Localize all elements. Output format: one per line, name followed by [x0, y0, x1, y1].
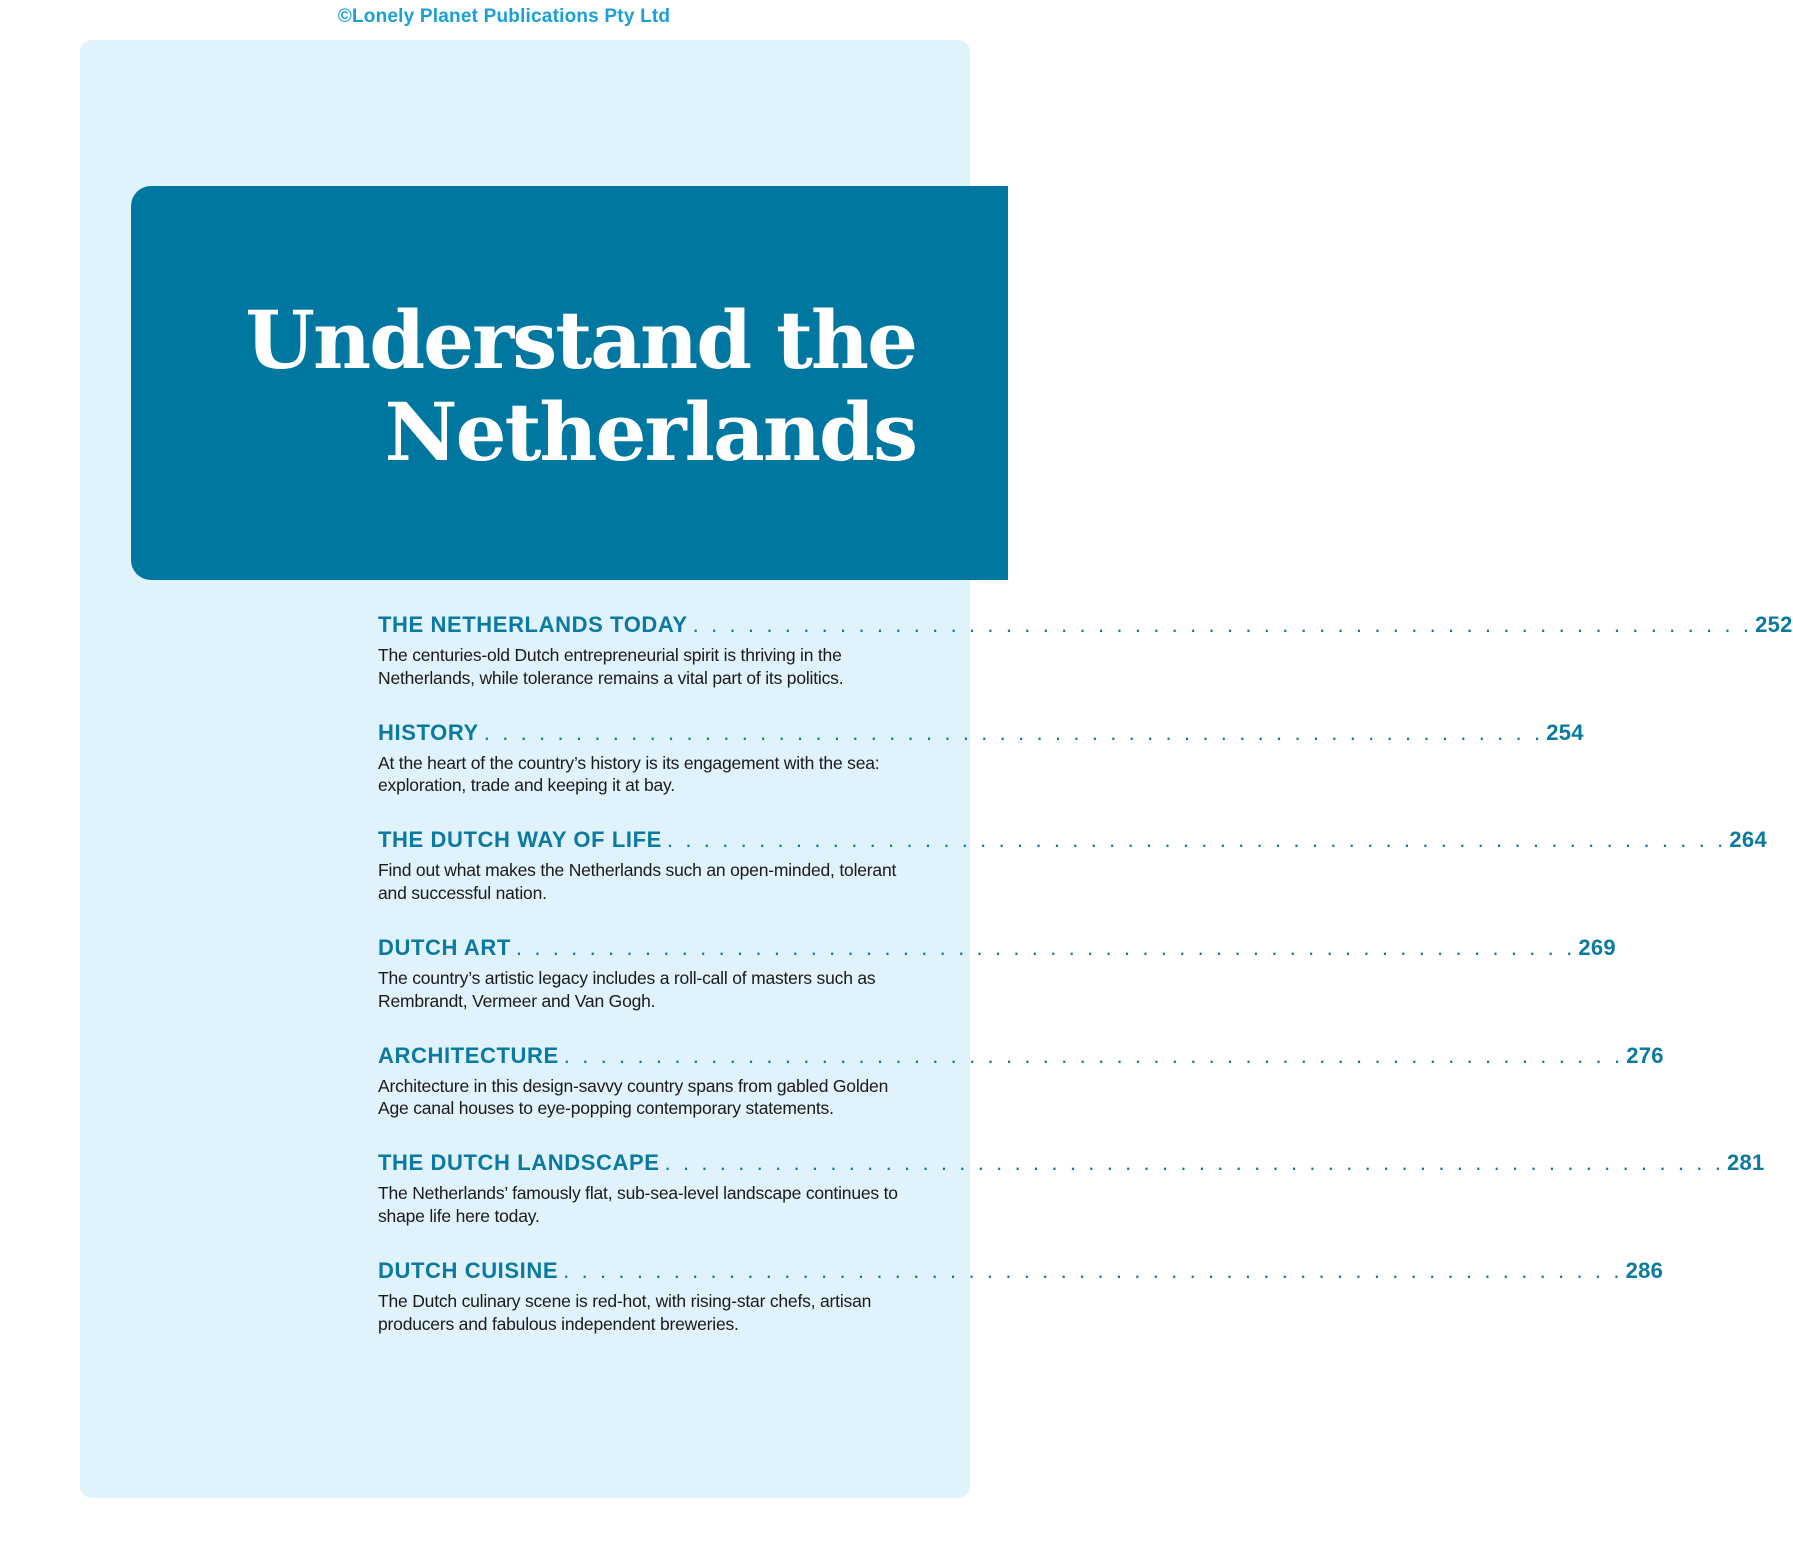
page-title [245, 294, 916, 478]
page-title-line-2: Netherlands [384, 385, 916, 479]
toc-entry-description: The Dutch culinary scene is red-hot, with rising-star chefs, artisan producers and fabulous independent breweries. [378, 1291, 872, 1334]
toc-entry-title: THE NETHERLANDS TODAY [378, 612, 688, 637]
toc-entry-description: The country’s artistic legacy includes a roll-call of masters such as Rembrandt, Vermeer and Van Gogh. [378, 968, 876, 1011]
toc-entry [378, 718, 1584, 826]
toc-entry-title: DUTCH ART [378, 935, 511, 961]
toc-entry-page: 276 [1626, 1042, 1664, 1068]
toc-entry-page: 281 [1726, 1150, 1765, 1176]
toc-entry-heading[interactable] [378, 610, 1793, 640]
toc-entry [378, 825, 1767, 933]
table-of-contents [378, 610, 1793, 1364]
toc-entry-title: HISTORY [378, 719, 479, 745]
dot-leader: . . . . . . . . . . . . . . . . . . . . . . . . . . . . . . . . . . . . . . . . . . . . . . . . . . . . . . . . . . [664, 1150, 1724, 1176]
toc-entry-heading[interactable] [378, 933, 1616, 963]
section-banner [131, 186, 1008, 580]
toc-entry-page: 286 [1625, 1258, 1664, 1284]
toc-entry [378, 610, 1793, 718]
toc-entry-description: The centuries-old Dutch entrepreneurial spirit is thriving in the Netherlands, while tolerance remains a vital part of its politics. [378, 645, 844, 688]
toc-entry-page: 264 [1729, 827, 1767, 853]
dot-leader: . . . . . . . . . . . . . . . . . . . . . . . . . . . . . . . . . . . . . . . . . . . . . . . . . . . . . . . . . . [666, 827, 1727, 853]
dot-leader: . . . . . . . . . . . . . . . . . . . . . . . . . . . . . . . . . . . . . . . . . . . . . . . . . . . . . . . . . . [692, 612, 1753, 637]
toc-entry-page: 252 [1755, 612, 1793, 637]
toc-entry-heading[interactable] [378, 1256, 1664, 1286]
toc-entry-page: 254 [1546, 719, 1584, 745]
toc-entry-title: THE DUTCH LANDSCAPE [378, 1150, 660, 1176]
dot-leader: . . . . . . . . . . . . . . . . . . . . . . . . . . . . . . . . . . . . . . . . . . . . . . . . . . . . . . . . . . [483, 719, 1544, 745]
toc-entry-title: ARCHITECTURE [378, 1042, 559, 1068]
copyright-notice: ©Lonely Planet Publications Pty Ltd [337, 6, 671, 27]
toc-entry-heading[interactable] [378, 718, 1584, 748]
toc-entry-page: 269 [1578, 935, 1616, 961]
toc-entry-description: Find out what makes the Netherlands such an open-minded, tolerant and successful nation. [378, 860, 897, 903]
dot-leader: . . . . . . . . . . . . . . . . . . . . . . . . . . . . . . . . . . . . . . . . . . . . . . . . . . . . . . . . . . [563, 1042, 1624, 1068]
toc-entry-heading[interactable] [378, 825, 1767, 855]
page-title-line-1: Understand the [245, 293, 916, 387]
toc-entry [378, 933, 1616, 1041]
toc-entry [378, 1148, 1765, 1256]
toc-entry [378, 1041, 1664, 1149]
toc-entry [378, 1256, 1664, 1364]
toc-entry-title: THE DUTCH WAY OF LIFE [378, 827, 662, 853]
toc-entry-description: The Netherlands’ famously flat, sub-sea-level landscape continues to shape life here today. [378, 1183, 898, 1226]
dot-leader: . . . . . . . . . . . . . . . . . . . . . . . . . . . . . . . . . . . . . . . . . . . . . . . . . . . . . . . . . . [515, 935, 1576, 961]
dot-leader: . . . . . . . . . . . . . . . . . . . . . . . . . . . . . . . . . . . . . . . . . . . . . . . . . . . . . . . . . . [563, 1258, 1623, 1284]
toc-entry-description: At the heart of the country’s history is its engagement with the sea: exploration, trade and keeping it at bay. [378, 752, 880, 796]
toc-entry-title: DUTCH CUISINE [378, 1258, 559, 1284]
toc-entry-description: Architecture in this design-savvy country spans from gabled Golden Age canal houses to eye-popping contemporary statements. [378, 1075, 889, 1119]
toc-entry-heading[interactable] [378, 1041, 1664, 1071]
toc-entry-heading[interactable] [378, 1148, 1765, 1178]
